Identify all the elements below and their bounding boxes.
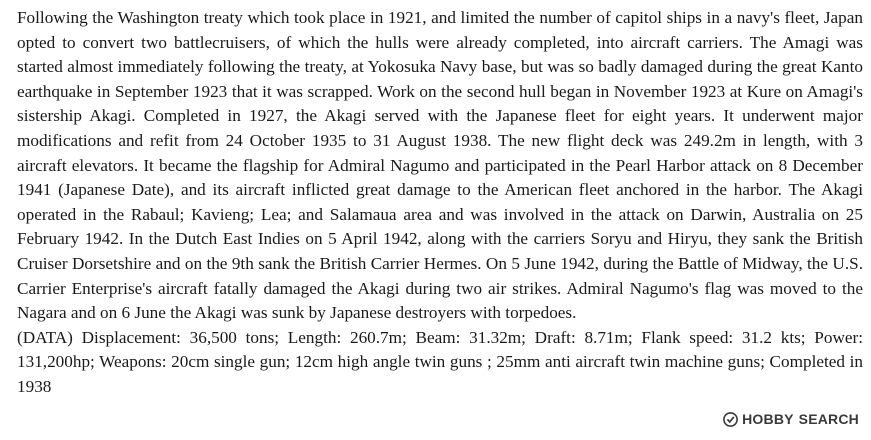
- watermark-text: [742, 411, 859, 427]
- document-body: [17, 6, 863, 400]
- history-paragraph: Following the Washington treaty which took place in 1921, and limited the number of capitol ships in a navy's fleet, Japan opted to convert two battlecruisers, of which the hulls were already completed, into aircraft carriers. The Amagi was started almost immediately following the treaty, at Yokosuka Navy base, but was so badly damaged during the great Kanto earthquake in September 1923 that it was scrapped. Work on the second hull began in November 1923 at Kure on Amagi's sistership Akagi. Completed in 1927, the Akagi served with the Japanese fleet for eight years. It underwent major modifications and refit from 24 October 1935 to 31 August 1938. The new flight deck was 249.2m in length, with 3 aircraft elevators. It became the flagship for Admiral Nagumo and participated in the Pearl Harbor attack on 8 December 1941 (Japanese Date), and its aircraft inflicted great damage to the American fleet anchored in the harbor. The Akagi operated in the Rabaul; Kavieng; Lea; and Salamaua area and was involved in the attack on Darwin, Australia on 25 February 1942. In the Dutch East Indies on 5 April 1942, along with the carriers Soryu and Hiryu, they sank the British Cruiser Dorsetshire and on the 9th sank the British Carrier Hermes. On 5 June 1942, during the Battle of Midway, the U.S. Carrier Enterprise's aircraft fatally damaged the Akagi during two air strikes. Admiral Nagumo's flag was moved to the Nagara and on 6 June the Akagi was sunk by Japanese destroyers with torpedoes.: [17, 8, 863, 323]
- watermark-suffix: SEARCH: [798, 411, 859, 427]
- hobbysearch-logo-icon: [723, 412, 738, 427]
- watermark-brand: HOBBY: [742, 411, 794, 427]
- hobbysearch-watermark: [723, 411, 859, 427]
- specifications-paragraph: (DATA) Displacement: 36,500 tons; Length: 260.7m; Beam: 31.32m; Draft: 8.71m; Flank speed: 31.2 kts; Power: 131,200hp; Weapons: 20cm single gun; 12cm high angle twin guns ; 25mm anti aircraft twin machine guns; Completed in 1938: [17, 327, 863, 396]
